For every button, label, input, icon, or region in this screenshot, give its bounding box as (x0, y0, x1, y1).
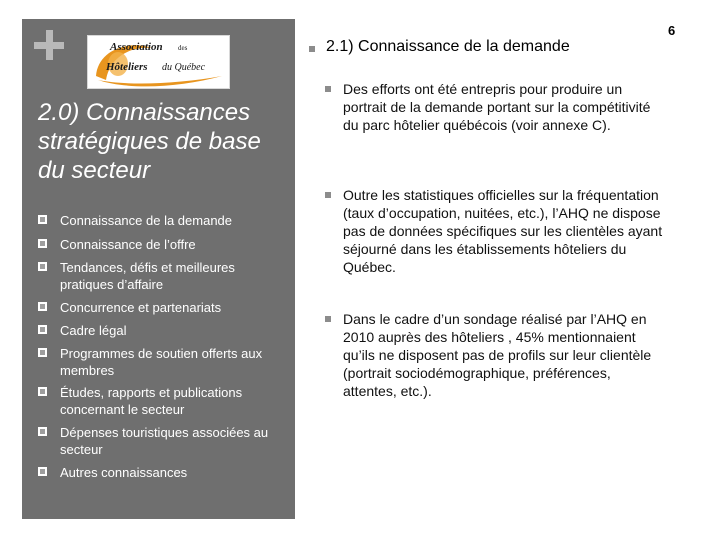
logo-line2-b: du Québec (162, 62, 206, 73)
list-item-label: Connaissance de l’offre (60, 237, 196, 252)
list-item-label: Tendances, défis et meilleures pratiques d’affaire (60, 260, 235, 292)
checkbox-bullet-icon (38, 427, 47, 436)
square-bullet-icon (325, 192, 331, 198)
list-item-label: Autres connaissances (60, 465, 188, 480)
association-logo (87, 35, 230, 89)
checkbox-bullet-icon (38, 239, 47, 248)
logo-line1-a: Association (110, 41, 163, 53)
paragraph-bullet: Dans le cadre d’un sondage réalisé par l’AHQ en 2010 auprès des hôteliers , 45% mentionnaient qu’ils ne disposent pas de profils sur leur clientèle (portrait sociodémographique, préférences, attentes, etc.). (343, 311, 652, 399)
section-title: 2.0) Connaissances stratégiques de base du secteur (38, 99, 261, 184)
logo-graphic (88, 36, 229, 88)
list-item-label: Dépenses touristiques associées au secteur (60, 425, 269, 457)
logo-line2-a: Hôteliers (106, 61, 148, 73)
list-item-label: Cadre légal (60, 323, 127, 338)
square-bullet-icon (325, 316, 331, 322)
list-item-label: Programmes de soutien offerts aux membres (60, 346, 263, 378)
list-item-label: Concurrence et partenariats (60, 300, 222, 315)
paragraph-bullet: Des efforts ont été entrepris pour produire un portrait de la demande portant sur la compétitivité du parc hôtelier québécois (voir annexe C). (343, 81, 651, 133)
logo-swoosh-bottom (98, 76, 222, 86)
square-bullet-icon (309, 46, 315, 52)
square-bullet-icon (325, 86, 331, 92)
checkbox-bullet-icon (38, 215, 47, 224)
checkbox-bullet-icon (38, 387, 47, 396)
checkbox-bullet-icon (38, 262, 47, 271)
checkbox-bullet-icon (38, 467, 47, 476)
paragraph-bullet: Outre les statistiques officielles sur la fréquentation (taux d’occupation, nuitées, etc.), l’AHQ ne dispose pas de données spécifiques sur les clientèles ayant séjourné dans les établissements hôteliers du Québec. (343, 187, 663, 275)
checkbox-bullet-icon (38, 302, 47, 311)
checkbox-bullet-icon (38, 325, 47, 334)
list-item-label: Connaissance de la demande (60, 213, 233, 228)
logo-line1-b: des (178, 44, 188, 52)
list-item-label: Études, rapports et publications concernant le secteur (60, 385, 243, 417)
plus-icon (34, 30, 66, 62)
page-number: 6 (668, 23, 676, 38)
right-heading: 2.1) Connaissance de la demande (326, 38, 570, 55)
checkbox-bullet-icon (38, 348, 47, 357)
